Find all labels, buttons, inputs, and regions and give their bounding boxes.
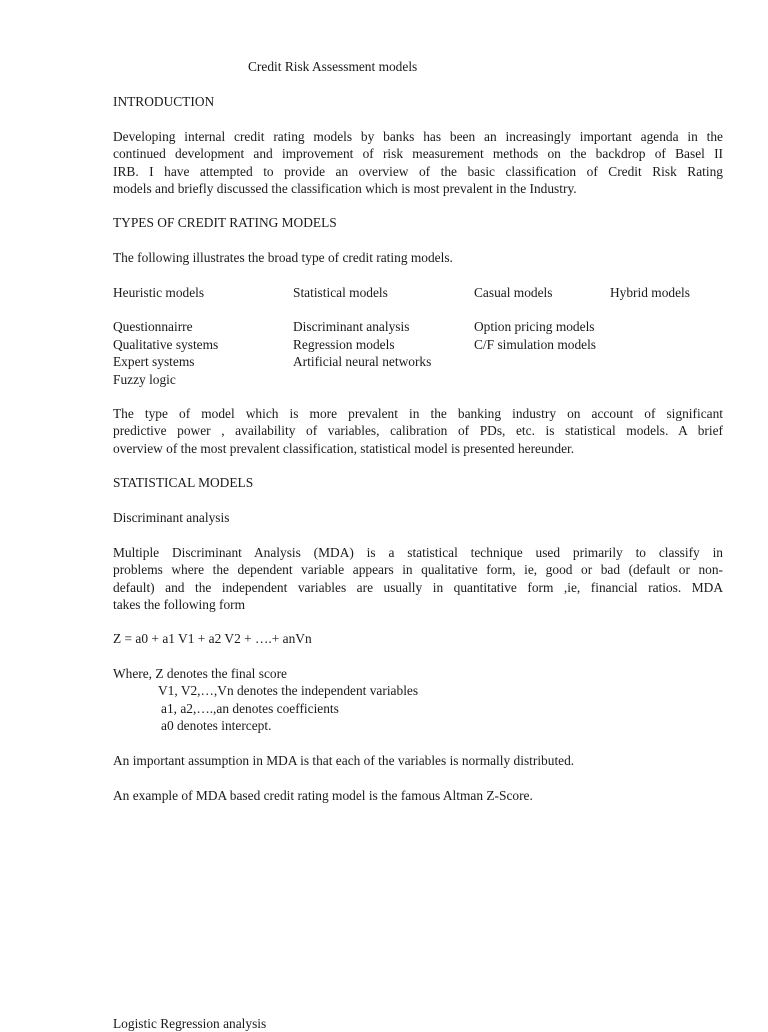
paragraph-line: The type of model which is more prevalent in the banking industry on account of significant: [113, 406, 723, 421]
legend-line: a0 denotes intercept.: [161, 718, 272, 734]
paragraph-line: overview of the most prevalent classification, statistical model is presented hereunder.: [113, 440, 575, 456]
paragraph-line: takes the following form: [113, 597, 246, 613]
intro-heading: INTRODUCTION: [113, 94, 215, 109]
paragraph-line: predictive power , availability of variables, calibration of PDs, etc. is statistical models. A brief: [113, 423, 723, 439]
model-type-item: Expert systems: [113, 354, 195, 370]
formula-legend: [113, 665, 723, 735]
model-type-column-hybrid: [610, 284, 690, 301]
paragraph-line: Developing internal credit rating models by banks has been an increasingly important agenda in the: [113, 129, 723, 144]
model-type-heading: Statistical models: [293, 285, 388, 300]
model-type-item: Artificial neural networks: [293, 354, 432, 370]
paragraph-line: default) and the independent variables are usually in quantitative form ,ie, financial ratios. MDA: [113, 579, 723, 595]
model-type-item: Questionnairre: [113, 319, 193, 335]
types-intro: The following illustrates the broad type of credit rating models.: [113, 250, 453, 265]
paragraph-line: continued development and improvement of risk measurement methods on the backdrop of Basel II: [113, 146, 723, 162]
legend-line: Where, Z denotes the final score: [113, 666, 287, 681]
prevalent-paragraph: [113, 405, 723, 457]
paragraph-line: models and briefly discussed the classification which is most prevalent in the Industry.: [113, 181, 577, 197]
model-type-heading: Hybrid models: [610, 285, 690, 300]
types-heading: TYPES OF CREDIT RATING MODELS: [113, 215, 337, 230]
logistic-regression-heading: Logistic Regression analysis: [113, 1016, 267, 1031]
mda-example: An example of MDA based credit rating model is the famous Altman Z-Score.: [113, 788, 533, 803]
legend-line: a1, a2,….,an denotes coefficients: [161, 700, 339, 716]
mda-assumption: An important assumption in MDA is that each of the variables is normally distributed.: [113, 753, 575, 768]
model-type-item: Qualitative systems: [113, 336, 219, 352]
paragraph-line: IRB. I have attempted to provide an overview of the basic classification of Credit Risk Rating: [113, 163, 723, 179]
paragraph-line: problems where the dependent variable appears in qualitative form, ie, good or bad (default or non-: [113, 562, 723, 578]
model-type-heading: Casual models: [474, 285, 553, 300]
model-type-item: Fuzzy logic: [113, 371, 176, 387]
model-type-heading: Heuristic models: [113, 285, 205, 300]
model-type-item: C/F simulation models: [474, 336, 597, 352]
model-type-item: Discriminant analysis: [293, 319, 410, 335]
mda-formula: Z = a0 + a1 V1 + a2 V2 + ….+ anVn: [113, 631, 312, 646]
statistical-models-heading: STATISTICAL MODELS: [113, 475, 254, 490]
model-type-column-heuristic: [113, 284, 218, 388]
model-type-item: Regression models: [293, 336, 395, 352]
paragraph-line: Multiple Discriminant Analysis (MDA) is a statistical technique used primarily to classify in: [113, 545, 723, 560]
model-type-column-statistical: [293, 284, 431, 371]
intro-paragraph: [113, 128, 723, 198]
legend-line: V1, V2,…,Vn denotes the independent variables: [158, 683, 419, 699]
discriminant-analysis-heading: Discriminant analysis: [113, 510, 230, 525]
mda-paragraph: [113, 544, 723, 614]
model-type-item: Option pricing models: [474, 319, 595, 335]
document-title: Credit Risk Assessment models: [248, 59, 418, 74]
model-type-column-casual: [474, 284, 596, 353]
